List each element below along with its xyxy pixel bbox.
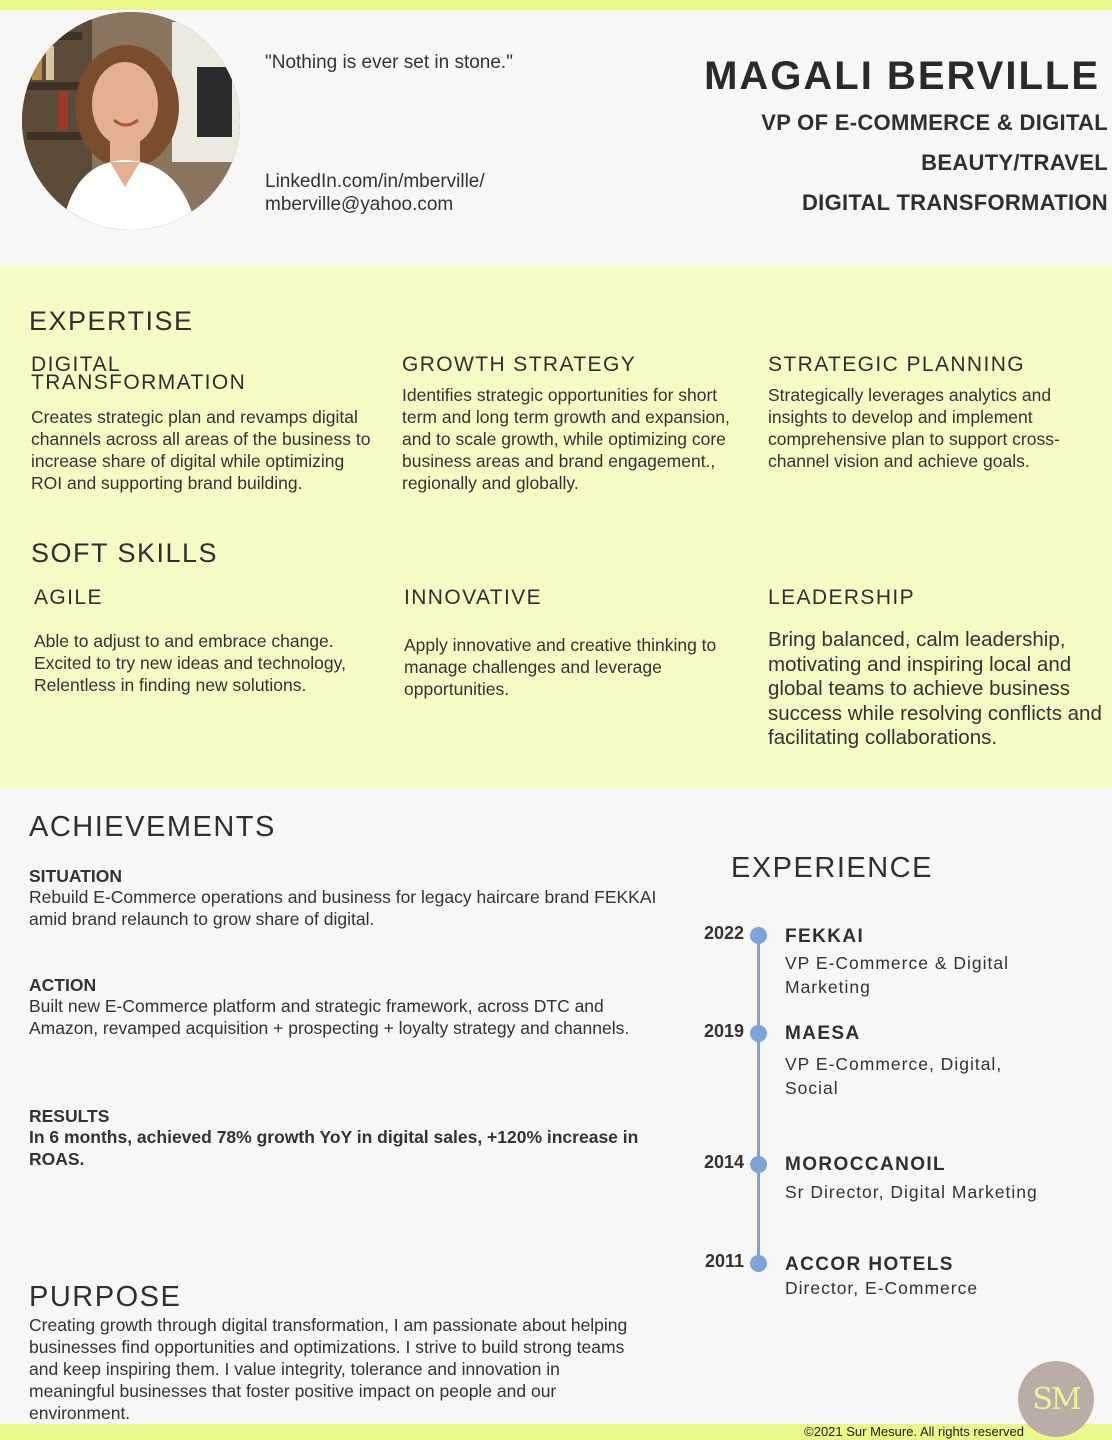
soft-skill-text-3: Bring balanced, calm leadership, motivating and inspiring local and global teams to achieve business success while resolving conflicts and facilitating collaborations. [768,628,1102,749]
experience-year-1: 2022 [703,923,744,943]
expertise-title-1b: TRANSFORMATION [31,371,247,394]
expertise-text-1: Creates strategic plan and revamps digital channels across all areas of the business to increase share of digital while optimizing ROI and supporting brand building. [31,407,371,493]
soft-skill-title-2: INNOVATIVE [404,586,543,609]
soft-skill-text-1: Able to adjust to and embrace change. Excited to try new ideas and technology, Relentless in finding new solutions. [34,631,346,695]
expertise-text-3: Strategically leverages analytics and insights to develop and implement comprehensive plan to support cross-channel vision and achieve goals. [768,385,1060,471]
timeline-dot-1 [750,927,767,944]
expertise-title-2: GROWTH STRATEGY [402,353,637,376]
expertise-heading: EXPERTISE [29,306,194,336]
experience-year-2: 2019 [703,1021,744,1041]
achievements-heading: ACHIEVEMENTS [29,811,276,843]
sm-logo [1018,1361,1094,1437]
experience-company-3: MOROCCANOIL [785,1154,947,1175]
soft-skill-title-1: AGILE [34,586,103,609]
experience-year-3: 2014 [703,1152,744,1172]
linkedin-link[interactable]: LinkedIn.com/in/mberville/ [265,171,485,192]
experience-year-4: 2011 [704,1251,744,1271]
timeline-dot-2 [750,1025,767,1042]
expertise-text-2: Identifies strategic opportunities for short term and long term growth and expansion, and to scale growth, while optimizing core business areas and brand engagement., regionally and globally. [402,385,730,493]
timeline-dot-4 [750,1255,767,1272]
email-link[interactable]: mberville@yahoo.com [265,194,454,215]
results-label: RESULTS [29,1106,110,1126]
experience-role-2: VP E-Commerce, Digital, Social [785,1054,1003,1098]
headline-title-2: BEAUTY/TRAVEL [921,150,1108,175]
experience-heading: EXPERIENCE [731,852,933,884]
contact-info [265,170,485,216]
candidate-name: MAGALI BERVILLE [704,54,1100,98]
purpose-text: Creating growth through digital transformation, I am passionate about helping businesses find opportunities and optimizations. I strive to build strong teams and keep inspiring them. I value integrity, tolerance and innovation in meaningful businesses that foster positive impact on people and our environment. [29,1315,628,1423]
headline-title-3: DIGITAL TRANSFORMATION [801,190,1108,215]
sm-logo-text: SM [1032,1381,1080,1417]
timeline-line [757,935,760,1263]
soft-skill-title-3: LEADERSHIP [768,586,916,609]
purpose-heading: PURPOSE [29,1281,182,1313]
situation-label: SITUATION [29,866,123,886]
headline-title-1: VP OF E-COMMERCE & DIGITAL [761,110,1108,135]
personal-quote: "Nothing is ever set in stone." [265,52,513,73]
experience-company-1: FEKKAI [785,926,865,947]
experience-role-1: VP E-Commerce & Digital Marketing [785,953,1009,997]
experience-company-4: ACCOR HOTELS [785,1254,954,1275]
experience-company-2: MAESA [785,1023,861,1044]
expertise-title-1a: DIGITAL [31,353,121,376]
situation-text: Rebuild E-Commerce operations and business for legacy haircare brand FEKKAI amid brand relaunch to grow share of digital. [29,887,657,929]
action-text: Built new E-Commerce platform and strategic framework, across DTC and Amazon, revamped acquisition + prospecting + loyalty strategy and channels. [29,996,630,1038]
top-accent-bar [0,0,1112,10]
copyright-text: ©2021 Sur Mesure. All rights reserved [804,1424,1024,1439]
timeline-dot-3 [750,1156,767,1173]
expertise-title-3: STRATEGIC PLANNING [768,353,1026,376]
experience-role-4: Director, E-Commerce [785,1278,979,1298]
results-text: In 6 months, achieved 78% growth YoY in digital sales, +120% increase in ROAS. [29,1127,639,1169]
soft-skill-text-2: Apply innovative and creative thinking to manage challenges and leverage opportunities. [404,635,717,699]
action-label: ACTION [29,975,97,995]
profile-photo [22,12,240,230]
experience-role-3: Sr Director, Digital Marketing [785,1182,1038,1202]
soft-skills-heading: SOFT SKILLS [31,538,219,568]
